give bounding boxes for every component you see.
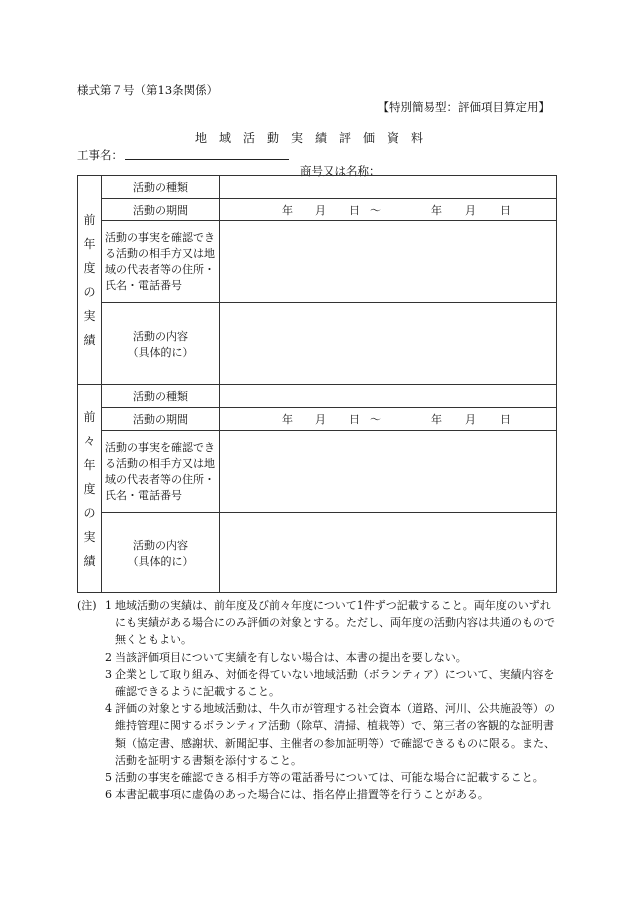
side-char: 前 <box>83 409 96 424</box>
list-item <box>77 666 557 700</box>
tilde: ～ <box>370 413 381 426</box>
month-unit: 月 <box>465 413 476 426</box>
side-char: 度 <box>83 261 96 275</box>
side-char: 実 <box>83 529 96 544</box>
table-row <box>78 513 557 593</box>
section-label-prev-year <box>78 176 102 385</box>
day-unit: 日 <box>500 413 511 426</box>
year-unit: 年 <box>282 413 293 426</box>
list-item <box>77 597 557 649</box>
activity-period-label: 活動の期間 <box>102 199 220 221</box>
tilde: ～ <box>370 203 381 217</box>
project-name-field[interactable] <box>125 159 289 160</box>
side-char: 々 <box>83 433 96 448</box>
side-char: 績 <box>83 553 96 568</box>
list-item <box>77 649 557 666</box>
month-unit: 月 <box>315 203 326 217</box>
note-text: 評価の対象とする地域活動は、牛久市が管理する社会資本（道路、河川、公共施設等）の維持管理に関するボランティア活動（除草、清掃、植栽等）で、第三者の客観的な証明書類（協定書、感謝状、新聞記事、主催者の参加証明等）で確認できるものに限る。また、活動を証明する書類を添付すること。 <box>115 702 555 767</box>
list-item <box>77 700 557 769</box>
notes-head: (注) <box>77 599 97 612</box>
activity-kind-field[interactable] <box>220 176 557 199</box>
table-row <box>78 408 557 431</box>
table-row <box>78 176 557 199</box>
year-unit: 年 <box>431 203 442 217</box>
section-label-year-before-prev <box>78 385 102 593</box>
activity-kind-field[interactable] <box>220 385 557 408</box>
contact-info-label: 活動の事実を確認できる活動の相手方又は地域の代表者等の住所・氏名・電話番号 <box>102 431 220 513</box>
side-char: 度 <box>83 481 96 496</box>
contact-info-label: 活動の事実を確認できる活動の相手方又は地域の代表者等の住所・氏名・電話番号 <box>102 221 220 303</box>
contact-info-field[interactable] <box>220 431 557 513</box>
table-row <box>78 221 557 303</box>
note-number: 3 <box>105 667 112 681</box>
notes-section <box>77 597 557 803</box>
activity-content-label <box>102 513 220 593</box>
form-type-label: 【特別簡易型：評価項目算定用】 <box>377 100 550 114</box>
activity-kind-label: 活動の種類 <box>102 176 220 199</box>
content-label-line: 活動の内容 <box>133 329 188 343</box>
activity-record-table <box>77 175 557 593</box>
activity-content-field[interactable] <box>220 513 557 593</box>
note-number: 6 <box>105 788 112 802</box>
table-row <box>78 431 557 513</box>
side-char: 績 <box>83 333 96 347</box>
form-number: 様式第７号（第13条関係） <box>77 83 219 97</box>
side-char: 前 <box>83 213 96 227</box>
project-name-label: 工事名： <box>77 148 123 162</box>
content-label-line: 活動の内容 <box>133 538 188 552</box>
side-char: 年 <box>83 457 96 472</box>
activity-period-field[interactable] <box>220 408 557 431</box>
note-text: 当該評価項目について実績を有しない場合は、本書の提出を要しない。 <box>115 650 467 664</box>
month-unit: 月 <box>315 413 326 426</box>
side-char: 実 <box>83 309 96 323</box>
note-number: 1 <box>105 599 112 612</box>
note-number: 5 <box>105 771 112 785</box>
day-unit: 日 <box>500 203 511 217</box>
month-unit: 月 <box>465 203 476 217</box>
year-unit: 年 <box>431 413 442 426</box>
year-unit: 年 <box>282 203 293 217</box>
table-row <box>78 385 557 408</box>
activity-content-field[interactable] <box>220 303 557 385</box>
note-text: 活動の事実を確認できる相手方等の電話番号については、可能な場合に記載すること。 <box>115 771 544 785</box>
side-char: の <box>83 505 96 520</box>
activity-content-label <box>102 303 220 385</box>
activity-period-label: 活動の期間 <box>102 408 220 431</box>
side-char: の <box>83 285 96 299</box>
content-label-line: （具体的に） <box>127 554 194 568</box>
note-text: 地域活動の実績は、前年度及び前々年度について1件ずつ記載すること。両年度のいずれにも実績がある場合にのみ評価の対象とする。ただし、両年度の活動内容は共通のもので無くともよい。 <box>115 599 555 647</box>
day-unit: 日 <box>349 203 360 217</box>
company-name-label: 商号又は名称： <box>300 164 381 178</box>
activity-period-field[interactable] <box>220 199 557 221</box>
side-char: 年 <box>83 237 96 251</box>
note-text: 企業として取り組み、対価を得ていない地域活動（ボランティア）について、実績内容を確認できるように記載すること。 <box>115 667 555 699</box>
list-item <box>77 786 557 803</box>
note-text: 本書記載事項に虚偽のあった場合には、指名停止措置等を行うことがある。 <box>115 788 489 802</box>
list-item <box>77 769 557 786</box>
content-label-line: （具体的に） <box>127 345 194 359</box>
note-number: 4 <box>105 702 112 716</box>
contact-info-field[interactable] <box>220 221 557 303</box>
note-number: 2 <box>105 650 112 664</box>
activity-kind-label: 活動の種類 <box>102 385 220 408</box>
table-row <box>78 303 557 385</box>
day-unit: 日 <box>349 413 360 426</box>
document-title: 地域活動実績評価資料 <box>194 131 435 145</box>
table-row <box>78 199 557 221</box>
